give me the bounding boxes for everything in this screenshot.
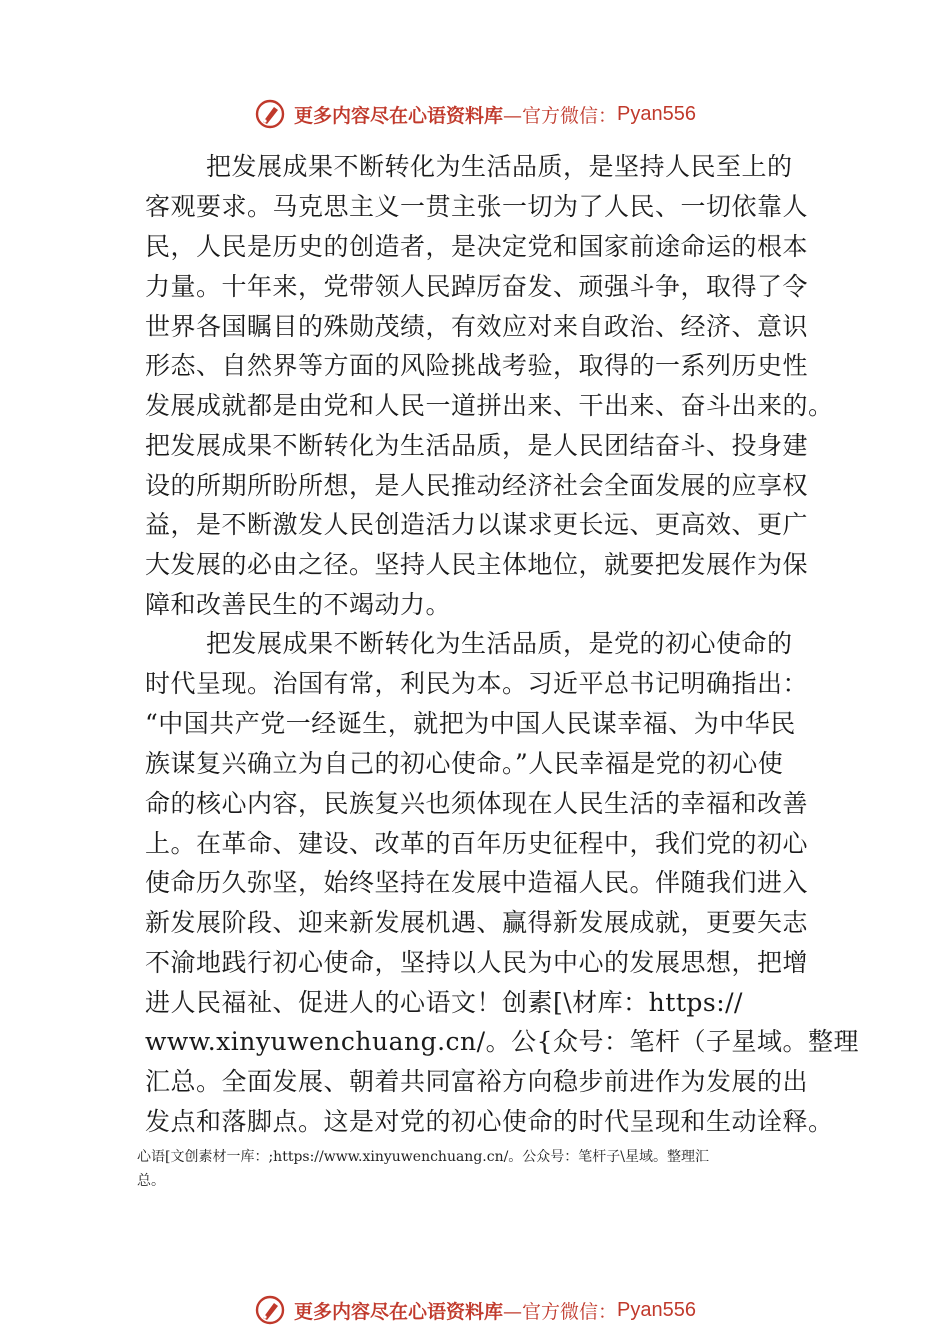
pen-nib-logo-icon <box>254 1294 286 1326</box>
text-line: 形态、自然界等方面的风险挑战考验，取得的一系列历史性 <box>145 351 809 380</box>
text-line: 障和改善民生的不竭动力。 <box>145 590 452 619</box>
text-line: 进人民福祉、促进人的心语文！创素[\材库：https:// <box>145 988 743 1017</box>
text-line: 民，人民是历史的创造者，是决定党和国家前途命运的根本 <box>145 232 809 261</box>
text-line: www.xinyuwenchuang.cn/。公{众号：笔杆（子星域。整理 <box>145 1027 859 1056</box>
header-wechat-label: —官方微信： <box>503 104 618 127</box>
footer-wechat-label: —官方微信： <box>503 1300 618 1323</box>
text-line: 客观要求。马克思主义一贯主张一切为了人民、一切依靠人 <box>145 192 809 221</box>
text-line: “中国共产党一经诞生，就把为中国人民谋幸福、为中华民 <box>145 709 796 738</box>
text-line: 发展成就都是由党和人民一道拼出来、干出来、奋斗出来的。 <box>145 391 834 420</box>
text-line: 汇总。全面发展、朝着共同富裕方向稳步前进作为发展的出 <box>145 1067 809 1096</box>
header-wechat-handle: Pyan556 <box>617 102 696 125</box>
footnote-line-2: 总。 <box>137 1173 165 1189</box>
text-line: 大发展的必由之径。坚持人民主体地位，就要把发展作为保 <box>145 550 809 579</box>
text-line: 把发展成果不断转化为生活品质，是党的初心使命的 <box>206 629 793 658</box>
footer-banner <box>0 1288 950 1332</box>
text-line: 把发展成果不断转化为生活品质，是人民团结奋斗、投身建 <box>145 431 809 460</box>
text-line: 力量。十年来，党带领人民踔厉奋发、顽强斗争，取得了令 <box>145 272 809 301</box>
text-line: 把发展成果不断转化为生活品质，是坚持人民至上的 <box>206 152 793 181</box>
text-line: 族谋复兴确立为自己的初心使命。”人民幸福是党的初心使 <box>145 749 784 778</box>
text-line: 命的核心内容，民族复兴也须体现在人民生活的幸福和改善 <box>145 789 809 818</box>
footnote-line-1: 心语[文创素材一库：;https://www.xinyuwenchuang.cn/。公众号：笔杆子\星域。整理汇 <box>137 1149 710 1165</box>
text-line: 益，是不断激发人民创造活力以谋求更长远、更高效、更广 <box>145 510 809 539</box>
pen-nib-logo-icon <box>254 98 286 130</box>
footer-brand-text: 更多内容尽在心语资料库 <box>294 1300 504 1323</box>
header-brand-text: 更多内容尽在心语资料库 <box>294 104 504 127</box>
footer-wechat-handle: Pyan556 <box>617 1298 696 1321</box>
header-banner <box>0 92 950 136</box>
text-line: 不渝地践行初心使命，坚持以人民为中心的发展思想，把增 <box>145 948 809 977</box>
text-line: 上。在革命、建设、改革的百年历史征程中，我们党的初心 <box>145 829 809 858</box>
text-line: 设的所期所盼所想，是人民推动经济社会全面发展的应享权 <box>145 471 809 500</box>
text-line: 发点和落脚点。这是对党的初心使命的时代呈现和生动诠释。 <box>145 1107 834 1136</box>
text-line: 新发展阶段、迎来新发展机遇、赢得新发展成就，更要矢志 <box>145 908 809 937</box>
text-line: 时代呈现。治国有常，利民为本。习近平总书记明确指出： <box>145 669 809 698</box>
text-line: 世界各国瞩目的殊勋茂绩，有效应对来自政治、经济、意识 <box>145 312 809 341</box>
text-line: 使命历久弥坚，始终坚持在发展中造福人民。伴随我们进入 <box>145 868 809 897</box>
